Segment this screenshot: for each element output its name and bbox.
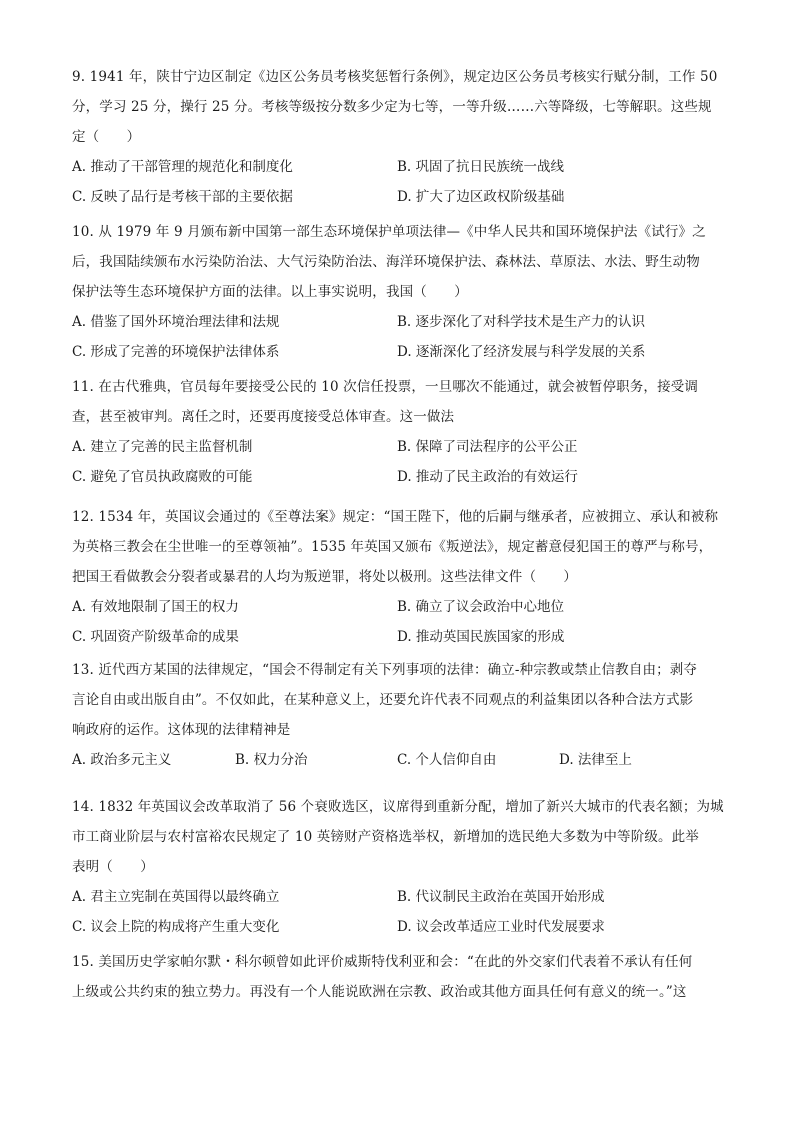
option-c: C. 个人信仰自由 — [397, 752, 497, 768]
option-a: A. 建立了完善的民主监督机制 — [72, 439, 253, 455]
question-text-line: 14. 1832 年英国议会改革取消了 56 个衰败选区，议席得到重新分配，增加了新兴大城市的代表名额；为城 — [72, 799, 724, 815]
option-row — [72, 182, 722, 212]
option-row — [72, 432, 722, 462]
question-14 — [72, 792, 722, 942]
option-d: D. 逐渐深化了经济发展与科学发展的关系 — [397, 344, 646, 360]
option-c: C. 形成了完善的环境保护法律体系 — [72, 344, 280, 360]
option-row — [72, 152, 722, 182]
option-a: A. 政治多元主义 — [72, 752, 172, 768]
option-b: B. 巩固了抗日民族统一战线 — [397, 159, 565, 175]
question-text-line: 10. 从 1979 年 9 月颁布新中国第一部生态环境保护单项法律—《中华人民共和国环境保护法《试行》之 — [72, 224, 706, 240]
option-b: B. 保障了司法程序的公平公正 — [397, 439, 578, 455]
option-d: D. 法律至上 — [559, 752, 632, 768]
option-a: A. 推动了干部管理的规范化和制度化 — [72, 159, 293, 175]
option-c: C. 避免了官员执政腐败的可能 — [72, 469, 253, 485]
option-row — [72, 307, 722, 337]
option-c: C. 议会上院的构成将产生重大变化 — [72, 919, 280, 935]
question-text-line: 市工商业阶层与农村富裕农民规定了 10 英镑财产资格选举权，新增加的选民绝大多数为中等阶级。此举 — [72, 829, 699, 845]
question-10 — [72, 217, 722, 367]
option-row — [72, 337, 722, 367]
option-d: D. 推动了民主政治的有效运行 — [397, 469, 578, 485]
option-d: D. 推动英国民族国家的形成 — [397, 629, 565, 645]
question-text-line: 响政府的运作。这体现的法律精神是 — [72, 722, 291, 738]
option-c: C. 巩固资产阶级革命的成果 — [72, 629, 239, 645]
question-text-line: 上级或公共约束的独立势力。再没有一个人能说欧洲在宗教、政治或其他方面具任何有意义的统一。”这 — [72, 984, 687, 1000]
question-text-line: 15. 美国历史学家帕尔默・科尔顿曾如此评价威斯特伐利亚和会：“在此的外交家们代表着不承认有任何 — [72, 954, 693, 970]
option-d: D. 扩大了边区政权阶级基础 — [397, 189, 565, 205]
question-11 — [72, 372, 722, 492]
question-text-line: 13. 近代西方某国的法律规定，“国会不得制定有关下列事项的法律：确立-种宗教或禁止信教自由；剥夺 — [72, 662, 698, 678]
question-text-line: 9. 1941 年，陕甘宁边区制定《边区公务员考核奖惩暂行条例》，规定边区公务员考核实行赋分制，工作 50 — [72, 69, 718, 85]
option-a: A. 借鉴了国外环境治理法律和法规 — [72, 314, 280, 330]
question-text-line: 后，我国陆续颁布水污染防治法、大气污染防治法、海洋环境保护法、森林法、草原法、水法、野生动物 — [72, 254, 700, 270]
question-text-line: 11. 在古代雅典，官员每年要接受公民的 10 次信任投票，一旦哪次不能通过，就会被暂停职务，接受调 — [72, 379, 699, 395]
question-9 — [72, 62, 722, 212]
question-text-line: 言论自由或出版自由”。不仅如此，在某种意义上，还要允许代表不同观点的利益集团以各种合法方式影 — [72, 692, 694, 708]
question-text-line: 把国王看做教会分裂者或暴君的人均为叛逆罪，将处以极刑。这些法律文件（ ） — [72, 569, 578, 585]
option-row — [72, 912, 722, 942]
option-c: C. 反映了品行是考核干部的主要依据 — [72, 189, 293, 205]
question-text-line: 表明（ ） — [72, 859, 154, 875]
question-12 — [72, 502, 722, 652]
option-a: A. 有效地限制了国王的权力 — [72, 599, 239, 615]
question-13 — [72, 655, 722, 775]
option-row — [72, 882, 722, 912]
option-row — [72, 462, 722, 492]
question-text-line: 12. 1534 年，英国议会通过的《至尊法案》规定：“国王陛下，他的后嗣与继承者，应被拥立、承认和被称 — [72, 509, 719, 525]
option-b: B. 确立了议会政治中心地位 — [397, 599, 565, 615]
question-text-line: 保护法等生态环境保护方面的法律。以上事实说明，我国（ ） — [72, 284, 468, 300]
option-a: A. 君主立宪制在英国得以最终确立 — [72, 889, 280, 905]
option-b: B. 权力分治 — [235, 752, 308, 768]
question-15 — [72, 947, 722, 1007]
question-text-line: 分，学习 25 分，操行 25 分。考核等级按分数多少定为七等，一等升级……六等降级，七等解职。这些规 — [72, 99, 712, 115]
option-row — [72, 745, 722, 775]
question-text-line: 为英格三教会在尘世唯一的至尊领袖”。1535 年英国又颁布《叛逆法》，规定蓄意侵犯国王的尊严与称号， — [72, 539, 713, 555]
question-text-line: 查，甚至被审判。离任之时，还要再度接受总体审查。这一做法 — [72, 409, 455, 425]
option-row — [72, 592, 722, 622]
question-text-line: 定（ ） — [72, 129, 141, 145]
option-d: D. 议会改革适应工业时代发展要求 — [397, 919, 605, 935]
option-b: B. 逐步深化了对科学技术是生产力的认识 — [397, 314, 646, 330]
option-row — [72, 622, 722, 652]
option-b: B. 代议制民主政治在英国开始形成 — [397, 889, 605, 905]
